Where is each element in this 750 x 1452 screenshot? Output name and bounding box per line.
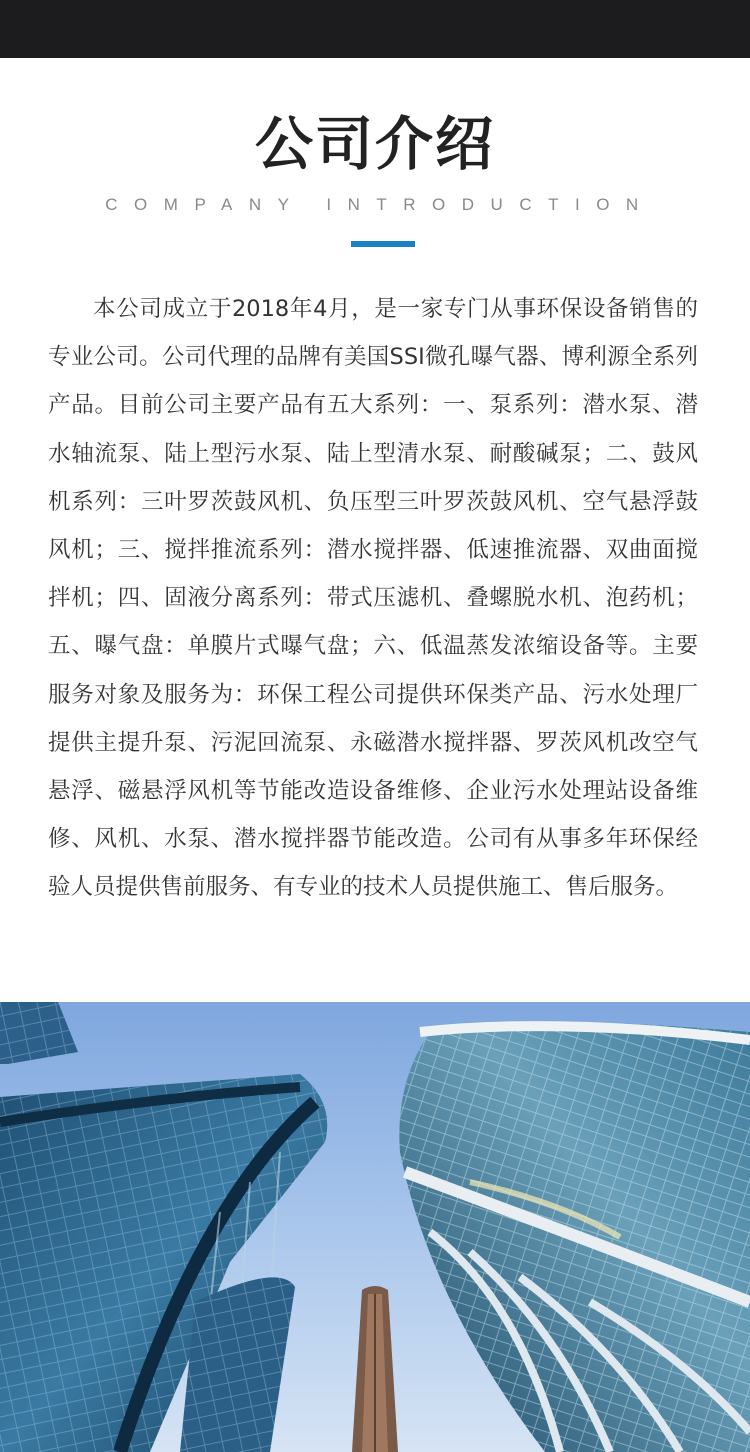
top-bar: [0, 0, 750, 58]
skyscrapers-photo: [0, 1002, 750, 1452]
intro-paragraph: 本公司成立于2018年4月，是一家专门从事环保设备销售的专业公司。公司代理的品牌有美国SSI微孔曝气器、博利源全系列产品。目前公司主要产品有五大系列：一、泵系列：潜水泵、潜水轴流泵、陆上型污水泵、陆上型清水泵、耐酸碱泵；二、鼓风机系列：三叶罗茨鼓风机、负压型三叶罗茨鼓风机、空气悬浮鼓风机；三、搅拌推流系列：潜水搅拌器、低速推流器、双曲面搅拌机；四、固液分离系列：带式压滤机、叠螺脱水机、泡药机；五、曝气盘：单膜片式曝气盘；六、低温蒸发浓缩设备等。主要服务对象及服务为：环保工程公司提供环保类产品、污水处理厂提供主提升泵、污泥回流泵、永磁潜水搅拌器、罗茨风机改空气悬浮、磁悬浮风机等节能改造设备维修、企业污水处理站设备维修、风机、水泵、潜水搅拌器节能改造。公司有从事多年环保经验人员提供售前服务、有专业的技术人员提供施工、售后服务。: [48, 296, 698, 901]
page-subtitle: COMPANY INTRODUCTION: [105, 195, 655, 214]
page-title: 公司介绍: [254, 110, 495, 178]
title-divider: [351, 241, 415, 247]
